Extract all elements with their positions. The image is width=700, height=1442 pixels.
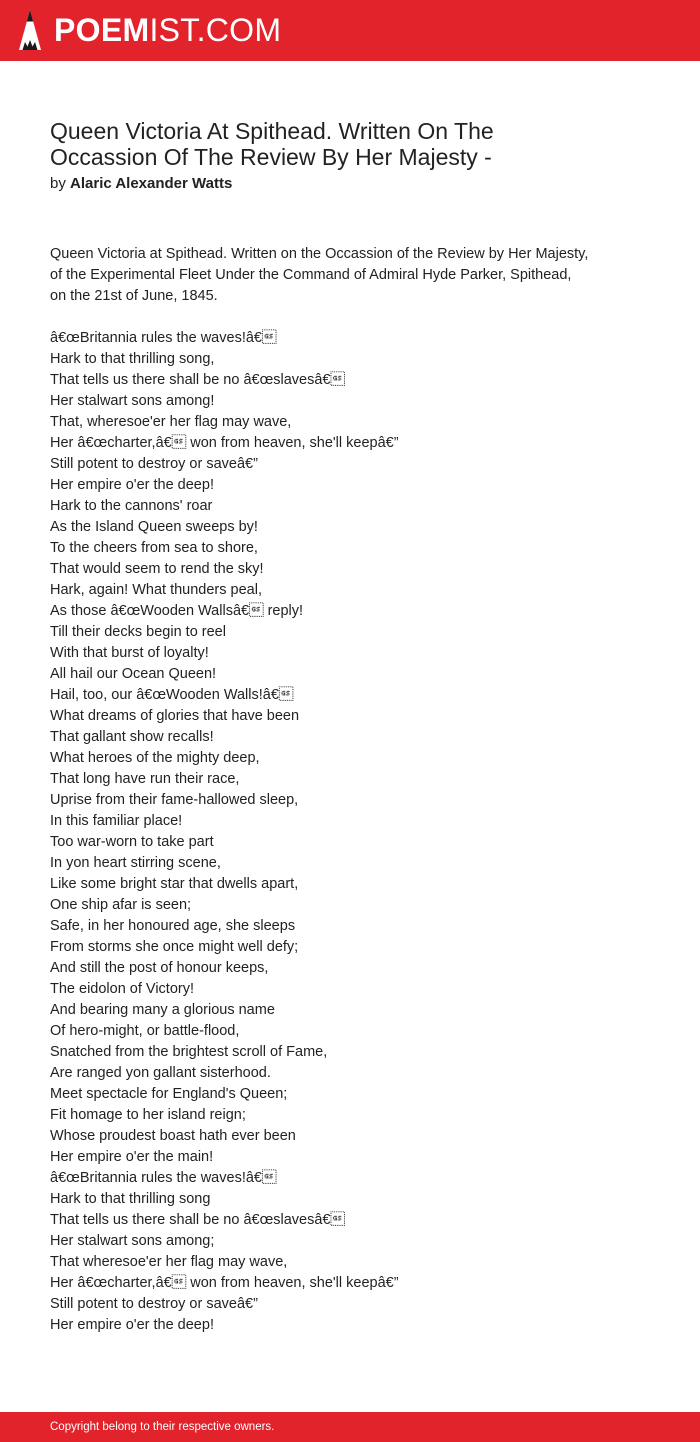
poem-line: And still the post of honour keeps, (50, 960, 269, 976)
poem-line: Her stalwart sons among; (50, 1233, 215, 1249)
poem-line: That wheresoe'er her flag may wave, (50, 1254, 288, 1270)
logo-wordmark (54, 14, 281, 46)
poem-line: Hark to that thrilling song (50, 1191, 211, 1207)
poem-line: Still potent to destroy or saveâ€” (50, 456, 258, 472)
poem-line: Hark, again! What thunders peal, (50, 582, 262, 598)
poem-intro: Queen Victoria at Spithead. Written on the Occassion of the Review by Her Majesty, of the Experimental Fleet Under the Command of Admiral Hyde Parker, Spithead, on the 21st of June, 1845. (50, 246, 589, 304)
poem-line: In yon heart stirring scene, (50, 855, 221, 871)
poem-line: That long have run their race, (50, 771, 240, 787)
poem-line: â€œBritannia rules the waves!â€ (50, 1170, 277, 1186)
poem-line: Her stalwart sons among! (50, 393, 215, 409)
poem-line: That tells us there shall be no â€œslavesâ€ (50, 1212, 345, 1228)
poem-line: The eidolon of Victory! (50, 981, 195, 997)
poem-line: Are ranged yon gallant sisterhood. (50, 1065, 271, 1081)
poem-line: Whose proudest boast hath ever been (50, 1128, 296, 1144)
poem-title: Queen Victoria At Spithead. Written On The Occassion Of The Review By Her Majesty - (50, 118, 494, 170)
poem-line: In this familiar place! (50, 813, 183, 829)
poem-line: As the Island Queen sweeps by! (50, 519, 258, 535)
poem-line: What heroes of the mighty deep, (50, 750, 260, 766)
site-footer (0, 1412, 700, 1442)
poem-line: Her empire o'er the deep! (50, 1317, 214, 1333)
poem-line: Her empire o'er the deep! (50, 477, 214, 493)
poem-line: Hark to that thrilling song, (50, 351, 215, 367)
byline (50, 174, 232, 194)
by-label: by (50, 175, 66, 192)
poem-line: Still potent to destroy or saveâ€” (50, 1296, 258, 1312)
poem-line: As those â€œWooden Wallsâ€ reply! (50, 603, 304, 619)
poem-line: Her empire o'er the main! (50, 1149, 214, 1165)
site-logo[interactable] (18, 9, 281, 51)
poem-line: Her â€œcharter,â€ won from heaven, she'll keepâ€” (50, 1275, 399, 1291)
poem-line: Hark to the cannons' roar (50, 498, 213, 514)
poem-line: Safe, in her honoured age, she sleeps (50, 918, 296, 934)
logo-text-bold: POEM (54, 12, 150, 48)
poem-line: That tells us there shall be no â€œslavesâ€ (50, 372, 345, 388)
pencil-tip-icon (18, 9, 42, 51)
poem-body (50, 328, 650, 1336)
poem-line: All hail our Ocean Queen! (50, 666, 217, 682)
logo-text-light: IST.COM (149, 12, 282, 48)
poem-line: Too war-worn to take part (50, 834, 214, 850)
poem-line: From storms she once might well defy; (50, 939, 299, 955)
poem-line: â€œBritannia rules the waves!â€ (50, 330, 277, 346)
copyright-text: Copyright belong to their respective owners. (50, 1421, 275, 1433)
poem-line: That, wheresoe'er her flag may wave, (50, 414, 292, 430)
poem-line: Till their decks begin to reel (50, 624, 226, 640)
poem-line: Her â€œcharter,â€ won from heaven, she'll keepâ€” (50, 435, 399, 451)
poem-line: That would seem to rend the sky! (50, 561, 264, 577)
poem-line: Like some bright star that dwells apart, (50, 876, 299, 892)
poem-line: To the cheers from sea to shore, (50, 540, 258, 556)
poem-line: Snatched from the brightest scroll of Fame, (50, 1044, 328, 1060)
poem-line: One ship afar is seen; (50, 897, 192, 913)
poem-line: Fit homage to her island reign; (50, 1107, 246, 1123)
poem-line: That gallant show recalls! (50, 729, 214, 745)
poem-line: Of hero-might, or battle-flood, (50, 1023, 240, 1039)
poem-line: What dreams of glories that have been (50, 708, 300, 724)
poem-line: And bearing many a glorious name (50, 1002, 275, 1018)
poem-line: Meet spectacle for England's Queen; (50, 1086, 288, 1102)
site-header (0, 0, 700, 61)
author-name[interactable]: Alaric Alexander Watts (70, 175, 233, 192)
poem-line: Hail, too, our â€œWooden Walls!â€ (50, 687, 294, 703)
poem-line: With that burst of loyalty! (50, 645, 209, 661)
poem-line: Uprise from their fame-hallowed sleep, (50, 792, 299, 808)
